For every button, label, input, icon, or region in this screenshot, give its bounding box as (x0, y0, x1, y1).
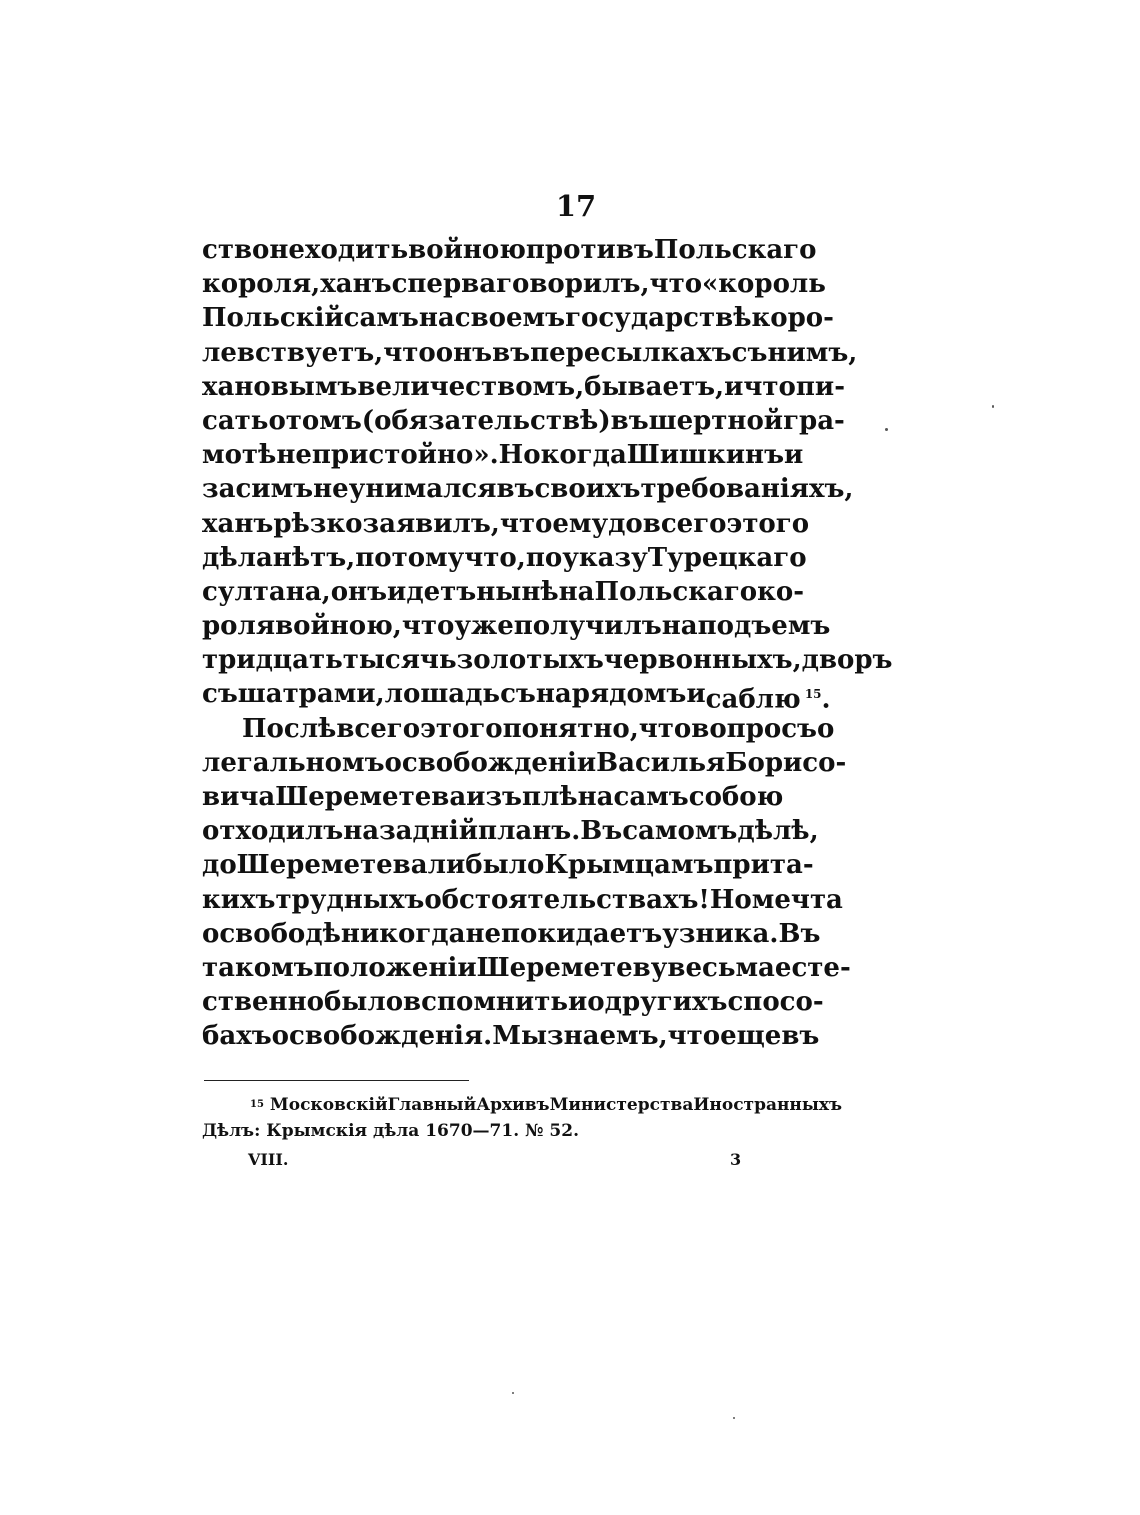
word: противъ (525, 235, 654, 265)
word: не (313, 474, 349, 505)
word: обстоятельствахъ! (424, 884, 710, 915)
word: что, (464, 542, 526, 573)
word: въ (492, 337, 531, 368)
word: войною (408, 235, 526, 265)
word: изъ (466, 782, 522, 812)
word: по (525, 542, 563, 573)
word: вопросъ (691, 713, 817, 744)
text-line (202, 643, 893, 677)
word: нынѣ (476, 576, 559, 607)
text-line (202, 677, 831, 716)
word: до (202, 850, 237, 881)
word: этого (420, 713, 503, 744)
word: потому (355, 542, 465, 573)
word: своихъ (534, 474, 641, 505)
word: покидаетъ (501, 918, 663, 949)
page-number: 17 (555, 189, 597, 223)
word: собою (688, 782, 784, 812)
word: другихъ (604, 987, 728, 1018)
word: ли (427, 850, 466, 881)
word: указу (562, 542, 648, 573)
word: Польскаго (594, 576, 758, 607)
word: Василья (596, 747, 726, 778)
word: хановымъ (202, 371, 358, 402)
text-line (202, 848, 814, 882)
footnote (202, 1092, 843, 1144)
word: саблю $^{15}$. (705, 685, 831, 716)
word: ему (552, 508, 609, 539)
word: освобожденія. (271, 1021, 493, 1052)
word: что (743, 371, 796, 402)
word: ко- (757, 576, 805, 607)
word: такомъ (202, 952, 314, 983)
footnote-text-2: Дѣлъ: Крымскія дѣла 1670—71. № 52. (202, 1121, 579, 1141)
text-line (202, 336, 858, 370)
word: Шереметева (236, 850, 428, 881)
word: золотыхъ (456, 645, 604, 676)
scan-speck (733, 1417, 735, 1419)
word: что (383, 337, 436, 368)
word: дѣла (202, 542, 273, 573)
word: Мы (492, 1021, 548, 1052)
text-line (202, 814, 819, 848)
text-line (202, 370, 845, 404)
word: своемъ (454, 303, 566, 334)
word: уже (454, 611, 514, 642)
word: подъемъ (697, 611, 831, 642)
word: не (465, 918, 502, 949)
body-text (202, 233, 893, 1054)
word: рѣзко (273, 508, 363, 539)
word: о (587, 987, 605, 1018)
text-line (202, 301, 834, 335)
word: на (558, 576, 595, 607)
word: государствѣ (565, 303, 752, 334)
text-line (202, 575, 805, 609)
word: ство (202, 235, 270, 265)
word: Иностранныхъ (693, 1095, 843, 1115)
word: освобожденіи (384, 747, 597, 778)
word: Послѣ (242, 713, 337, 744)
word: узника. (662, 918, 779, 949)
word: дворъ (801, 645, 893, 676)
word: Польскій (202, 303, 344, 334)
word: вспомнить (403, 987, 568, 1018)
word: легальномъ (202, 747, 385, 778)
word: Шереметева (275, 782, 467, 812)
word: за (202, 474, 236, 505)
word: Въ (580, 816, 623, 847)
word: дѣлѣ, (737, 816, 819, 847)
signature-number: 3 (730, 1150, 742, 1169)
word: до (608, 508, 643, 539)
word: спосо- (727, 987, 824, 1018)
word: и (686, 679, 706, 710)
word: «король (702, 269, 826, 300)
scan-speck (512, 1392, 514, 1394)
word: было (465, 850, 545, 881)
word: та- (769, 850, 814, 881)
word: султана, (202, 576, 331, 607)
word: Борисо- (725, 747, 847, 778)
text-line (202, 267, 826, 301)
word: бахъ (202, 1021, 272, 1052)
word: шертной (648, 405, 784, 436)
word: Шереметеву (476, 952, 668, 983)
word: короля, (202, 269, 321, 300)
word: въ (610, 405, 649, 436)
word: положеніи (313, 952, 477, 983)
word: Но (709, 884, 752, 915)
text-line (202, 985, 824, 1019)
signature-mark: VIII. (248, 1150, 289, 1169)
text-line (202, 472, 854, 506)
word: еще (720, 1021, 782, 1052)
word: кихъ (202, 884, 276, 915)
word: этого (726, 508, 810, 539)
text-line (202, 541, 807, 575)
word: не (269, 235, 305, 265)
scan-speck (992, 405, 994, 408)
word: мотѣ (202, 440, 277, 471)
word: въ (781, 1021, 820, 1052)
text-line (202, 1019, 820, 1053)
footnote-line (202, 1118, 780, 1144)
word: на (661, 611, 698, 642)
word: Въ (778, 918, 821, 949)
word: и (567, 987, 588, 1018)
word: Главный (387, 1095, 477, 1115)
word: нимъ, (767, 337, 858, 368)
word: о (202, 918, 220, 949)
word: и (724, 371, 744, 402)
word: съ (202, 679, 238, 710)
word: весьма (667, 952, 775, 983)
word: (обязательствѣ) (361, 405, 611, 436)
word: ханъ (320, 269, 392, 300)
word: трудныхъ (275, 884, 425, 915)
word: плѣна (522, 782, 614, 812)
footnote-ref: 15 (800, 687, 822, 702)
word: на (343, 816, 380, 847)
text-line (202, 780, 784, 814)
word: вича (202, 782, 276, 812)
word: левствуетъ, (202, 337, 384, 368)
word: идетъ (387, 576, 477, 607)
word: понятно, (502, 713, 639, 744)
word: ственно (202, 987, 324, 1018)
text-line (202, 507, 810, 541)
word: что (649, 269, 703, 300)
word: величествомъ, (357, 371, 585, 402)
word: томъ (285, 405, 362, 436)
word: что (401, 611, 455, 642)
word: Шишкинъ (626, 440, 785, 471)
word: никогда (340, 918, 466, 949)
word: нарядомъ (535, 679, 687, 710)
word: что (667, 1021, 721, 1052)
word: Архивъ (476, 1095, 550, 1115)
word: требованіяхъ, (640, 474, 854, 505)
word: Министерства (549, 1095, 694, 1115)
word: червонныхъ, (603, 645, 802, 676)
text-line (202, 746, 847, 780)
text-line (202, 951, 851, 985)
text-line (202, 883, 843, 917)
word: онъ (330, 576, 388, 607)
footnote-mark: 15 (250, 1099, 264, 1110)
word: роля (202, 611, 276, 642)
footnote-line (202, 1092, 843, 1118)
word: въ (496, 474, 535, 505)
text-line (202, 917, 821, 951)
text-line (202, 609, 831, 643)
word: коро- (751, 303, 834, 334)
word: при (713, 850, 770, 881)
word: всего (336, 713, 421, 744)
word: задній (379, 816, 479, 847)
footnote-text-1 (264, 1092, 842, 1118)
word: о (268, 405, 286, 436)
word: шатрами, (237, 679, 385, 710)
footnote-divider (204, 1080, 469, 1081)
word: получилъ (513, 611, 662, 642)
word: самомъ (622, 816, 738, 847)
text-line (202, 404, 845, 438)
word: Турецкаго (647, 542, 807, 573)
word: самъ (343, 303, 419, 334)
word: войною, (275, 611, 402, 642)
word: Московскій (269, 1095, 388, 1115)
word: тридцать (202, 645, 343, 676)
scan-speck (885, 428, 888, 431)
word: заявилъ, (362, 508, 500, 539)
word: свободѣ (219, 918, 341, 949)
text-line (202, 233, 817, 267)
word: на (418, 303, 455, 334)
word: съ (731, 337, 768, 368)
word: знаемъ, (547, 1021, 668, 1052)
word: самъ (613, 782, 689, 812)
word: Но (498, 440, 541, 471)
word: сперва (391, 269, 497, 300)
word: симъ (235, 474, 314, 505)
word: Польскаго (653, 235, 817, 265)
word: что (638, 713, 692, 744)
word: Крымцамъ (544, 850, 714, 881)
word: онъ (435, 337, 493, 368)
word: гра- (783, 405, 845, 436)
word: отходилъ (202, 816, 344, 847)
word: сать (202, 405, 269, 436)
word: непристойно». (276, 440, 499, 471)
word: пи- (795, 371, 845, 402)
word: мечта (751, 884, 843, 915)
word: что (499, 508, 553, 539)
word: о (817, 713, 835, 744)
word: ханъ (202, 508, 274, 539)
text-line (202, 712, 835, 746)
word: нѣтъ, (272, 542, 356, 573)
word: есте- (774, 952, 851, 983)
text-line (202, 438, 804, 472)
word: ходить (304, 235, 409, 265)
word: всего (642, 508, 727, 539)
word: унимался (348, 474, 497, 505)
word: пересылкахъ (530, 337, 732, 368)
word: и (784, 440, 804, 471)
word: съ (500, 679, 536, 710)
word: когда (540, 440, 627, 471)
word: тысячь (342, 645, 457, 676)
word: говорилъ, (496, 269, 650, 300)
word: было (323, 987, 404, 1018)
word: лошадь (384, 679, 501, 710)
word: планъ. (478, 816, 581, 847)
word: бываетъ, (584, 371, 725, 402)
